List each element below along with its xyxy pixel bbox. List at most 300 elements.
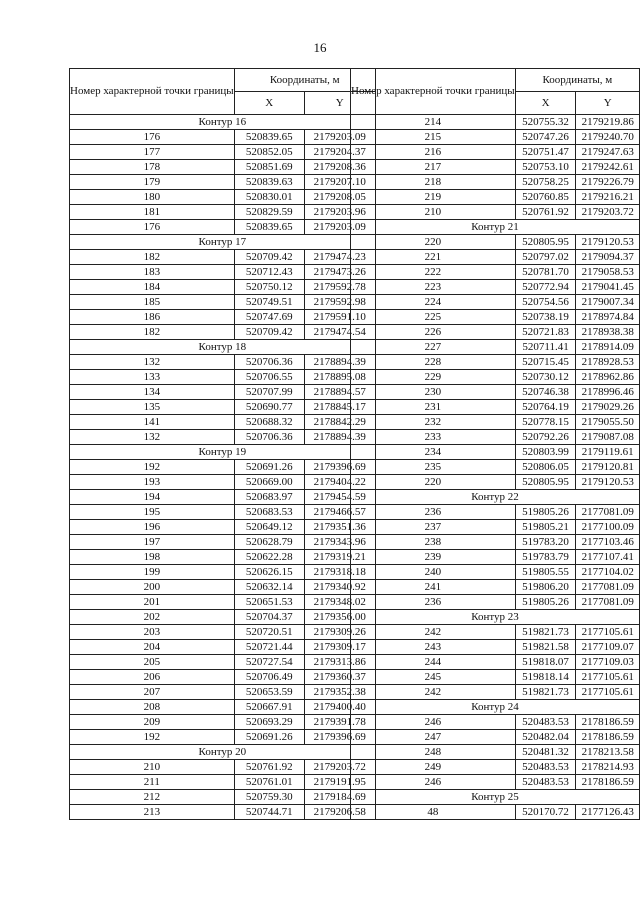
table-row [70, 325, 376, 340]
y-cell: 2177109.07 [576, 640, 640, 655]
point-number-cell: 202 [70, 610, 235, 625]
section-row [351, 490, 640, 505]
x-cell: 520709.42 [234, 250, 304, 265]
point-number-cell: 242 [351, 685, 516, 700]
point-number-cell: 213 [70, 805, 235, 820]
x-cell: 520649.12 [234, 520, 304, 535]
y-cell: 2177100.09 [576, 520, 640, 535]
y-cell: 2179120.53 [576, 475, 640, 490]
x-cell: 520749.51 [234, 295, 304, 310]
table-row [351, 160, 640, 175]
y-cell: 2179318.18 [304, 565, 375, 580]
y-cell: 2179454.59 [304, 490, 375, 505]
x-cell: 520720.51 [234, 625, 304, 640]
y-cell: 2179319.21 [304, 550, 375, 565]
point-number-cell: 198 [70, 550, 235, 565]
table-row [70, 355, 376, 370]
x-cell: 520852.05 [234, 145, 304, 160]
table-row [70, 220, 376, 235]
section-title: Контур 22 [351, 490, 640, 505]
y-cell: 2179055.50 [576, 415, 640, 430]
point-number-cell: 141 [70, 415, 235, 430]
table-row [70, 655, 376, 670]
table-row [70, 550, 376, 565]
table-row [70, 385, 376, 400]
y-cell: 2179400.40 [304, 700, 375, 715]
point-number-cell: 132 [70, 355, 235, 370]
point-number-cell: 181 [70, 205, 235, 220]
header-coordinates: Координаты, м [234, 69, 375, 92]
x-cell: 520744.71 [234, 805, 304, 820]
x-cell: 520704.37 [234, 610, 304, 625]
y-cell: 2179208.36 [304, 160, 375, 175]
point-number-cell: 48 [351, 805, 516, 820]
point-number-cell: 234 [351, 445, 516, 460]
y-cell: 2179206.58 [304, 805, 375, 820]
point-number-cell: 197 [70, 535, 235, 550]
table-row [70, 535, 376, 550]
y-cell: 2178894.39 [304, 355, 375, 370]
table-row [351, 325, 640, 340]
y-cell: 2179396.69 [304, 460, 375, 475]
table-row [351, 670, 640, 685]
x-cell: 520706.49 [234, 670, 304, 685]
y-cell: 2177081.09 [576, 595, 640, 610]
section-row [70, 745, 376, 760]
table-row [70, 760, 376, 775]
section-title: Контур 19 [70, 445, 376, 460]
x-cell: 520482.04 [515, 730, 576, 745]
section-row [351, 220, 640, 235]
y-cell: 2178974.84 [576, 310, 640, 325]
x-cell: 520626.15 [234, 565, 304, 580]
point-number-cell: 209 [70, 715, 235, 730]
x-cell: 520772.94 [515, 280, 576, 295]
table-row [351, 655, 640, 670]
x-cell: 520792.26 [515, 430, 576, 445]
point-number-cell: 196 [70, 520, 235, 535]
point-number-cell: 223 [351, 280, 516, 295]
x-cell: 520839.65 [234, 130, 304, 145]
table-row [70, 265, 376, 280]
y-cell: 2179360.37 [304, 670, 375, 685]
section-row [351, 790, 640, 805]
y-cell: 2177104.02 [576, 565, 640, 580]
table-row [70, 160, 376, 175]
table-row [351, 355, 640, 370]
x-cell: 519805.55 [515, 565, 576, 580]
table-row [70, 370, 376, 385]
table-row [70, 145, 376, 160]
table-row [351, 595, 640, 610]
y-cell: 2178914.09 [576, 340, 640, 355]
y-cell: 2179207.10 [304, 175, 375, 190]
table-row [351, 190, 640, 205]
header-y: Y [576, 92, 640, 115]
page-number: 16 [313, 40, 327, 55]
x-cell: 520711.41 [515, 340, 576, 355]
y-cell: 2179203.09 [304, 130, 375, 145]
section-title: Контур 24 [351, 700, 640, 715]
y-cell: 2179041.45 [576, 280, 640, 295]
point-number-cell: 215 [351, 130, 516, 145]
x-cell: 520829.59 [234, 205, 304, 220]
y-cell: 2179219.86 [576, 115, 640, 130]
y-cell: 2179474.23 [304, 250, 375, 265]
y-cell: 2179340.92 [304, 580, 375, 595]
y-cell: 2179356.00 [304, 610, 375, 625]
point-number-cell: 194 [70, 490, 235, 505]
x-cell: 520778.15 [515, 415, 576, 430]
y-cell: 2179348.02 [304, 595, 375, 610]
table-row [351, 460, 640, 475]
y-cell: 2179592.78 [304, 280, 375, 295]
point-number-cell: 182 [70, 250, 235, 265]
point-number-cell: 231 [351, 400, 516, 415]
y-cell: 2179352.38 [304, 685, 375, 700]
section-title: Контур 18 [70, 340, 376, 355]
table-row [70, 400, 376, 415]
y-cell: 2179466.57 [304, 505, 375, 520]
section-title: Контур 23 [351, 610, 640, 625]
y-cell: 2178845.17 [304, 400, 375, 415]
x-cell: 520707.99 [234, 385, 304, 400]
point-number-cell: 240 [351, 565, 516, 580]
table-row [351, 760, 640, 775]
table-row [70, 565, 376, 580]
y-cell: 2177109.03 [576, 655, 640, 670]
y-cell: 2179226.79 [576, 175, 640, 190]
y-cell: 2179309.26 [304, 625, 375, 640]
table-row [351, 130, 640, 145]
point-number-cell: 243 [351, 640, 516, 655]
point-number-cell: 180 [70, 190, 235, 205]
table-row [70, 175, 376, 190]
x-cell: 520803.99 [515, 445, 576, 460]
y-cell: 2179203.09 [304, 220, 375, 235]
y-cell: 2178214.93 [576, 760, 640, 775]
table-row [70, 460, 376, 475]
table-row [70, 505, 376, 520]
header-point-number: Номер характерной точки границы [351, 69, 516, 115]
x-cell: 519821.58 [515, 640, 576, 655]
y-cell: 2179473.26 [304, 265, 375, 280]
point-number-cell: 232 [351, 415, 516, 430]
table-row [351, 385, 640, 400]
point-number-cell: 229 [351, 370, 516, 385]
y-cell: 2178186.59 [576, 715, 640, 730]
table-row [351, 295, 640, 310]
y-cell: 2179309.17 [304, 640, 375, 655]
point-number-cell: 207 [70, 685, 235, 700]
table-row [70, 205, 376, 220]
y-cell: 2179396.69 [304, 730, 375, 745]
table-row [351, 775, 640, 790]
point-number-cell: 211 [70, 775, 235, 790]
point-number-cell: 217 [351, 160, 516, 175]
y-cell: 2179474.54 [304, 325, 375, 340]
section-row [351, 610, 640, 625]
y-cell: 2178842.29 [304, 415, 375, 430]
x-cell: 519821.73 [515, 685, 576, 700]
table-row [70, 250, 376, 265]
x-cell: 520758.25 [515, 175, 576, 190]
point-number-cell: 132 [70, 430, 235, 445]
x-cell: 520839.65 [234, 220, 304, 235]
point-number-cell: 201 [70, 595, 235, 610]
y-cell: 2177126.43 [576, 805, 640, 820]
y-cell: 2179184.69 [304, 790, 375, 805]
y-cell: 2179313.86 [304, 655, 375, 670]
y-cell: 2179391.78 [304, 715, 375, 730]
x-cell: 520721.44 [234, 640, 304, 655]
point-number-cell: 241 [351, 580, 516, 595]
point-number-cell: 133 [70, 370, 235, 385]
x-cell: 520712.43 [234, 265, 304, 280]
section-title: Контур 21 [351, 220, 640, 235]
x-cell: 520483.53 [515, 760, 576, 775]
point-number-cell: 206 [70, 670, 235, 685]
x-cell: 520706.55 [234, 370, 304, 385]
table-row [70, 430, 376, 445]
point-number-cell: 245 [351, 670, 516, 685]
table-row [70, 130, 376, 145]
point-number-cell: 178 [70, 160, 235, 175]
x-cell: 520653.59 [234, 685, 304, 700]
x-cell: 520747.69 [234, 310, 304, 325]
x-cell: 520693.29 [234, 715, 304, 730]
table-row [70, 415, 376, 430]
header-x: X [515, 92, 576, 115]
point-number-cell: 244 [351, 655, 516, 670]
table-row [351, 640, 640, 655]
x-cell: 520754.56 [515, 295, 576, 310]
x-cell: 520797.02 [515, 250, 576, 265]
point-number-cell: 212 [70, 790, 235, 805]
y-cell: 2177105.61 [576, 625, 640, 640]
y-cell: 2179240.70 [576, 130, 640, 145]
header-coordinates: Координаты, м [515, 69, 639, 92]
section-row [70, 340, 376, 355]
y-cell: 2179094.37 [576, 250, 640, 265]
x-cell: 520622.28 [234, 550, 304, 565]
y-cell: 2177103.46 [576, 535, 640, 550]
x-cell: 519805.26 [515, 505, 576, 520]
table-row [351, 340, 640, 355]
y-cell: 2178928.53 [576, 355, 640, 370]
table-row [70, 280, 376, 295]
table-row [351, 115, 640, 130]
point-number-cell: 214 [351, 115, 516, 130]
coordinates-table-right [350, 68, 640, 820]
x-cell: 520721.83 [515, 325, 576, 340]
point-number-cell: 216 [351, 145, 516, 160]
table-row [351, 550, 640, 565]
y-cell: 2178895.08 [304, 370, 375, 385]
table-row [351, 580, 640, 595]
x-cell: 520632.14 [234, 580, 304, 595]
x-cell: 520706.36 [234, 355, 304, 370]
x-cell: 520170.72 [515, 805, 576, 820]
y-cell: 2178962.86 [576, 370, 640, 385]
x-cell: 519818.14 [515, 670, 576, 685]
header-y: Y [304, 92, 375, 115]
y-cell: 2178996.46 [576, 385, 640, 400]
table-row [70, 715, 376, 730]
y-cell: 2177105.61 [576, 685, 640, 700]
y-cell: 2177105.61 [576, 670, 640, 685]
table-row [351, 280, 640, 295]
x-cell: 519806.20 [515, 580, 576, 595]
table-row [351, 805, 640, 820]
table-row [70, 295, 376, 310]
point-number-cell: 227 [351, 340, 516, 355]
point-number-cell: 203 [70, 625, 235, 640]
point-number-cell: 195 [70, 505, 235, 520]
point-number-cell: 236 [351, 595, 516, 610]
point-number-cell: 247 [351, 730, 516, 745]
x-cell: 520669.00 [234, 475, 304, 490]
table-row [351, 430, 640, 445]
y-cell: 2179203.72 [304, 760, 375, 775]
x-cell: 519783.79 [515, 550, 576, 565]
table-row [351, 205, 640, 220]
point-number-cell: 233 [351, 430, 516, 445]
point-number-cell: 238 [351, 535, 516, 550]
table-row [351, 235, 640, 250]
point-number-cell: 199 [70, 565, 235, 580]
x-cell: 520483.53 [515, 775, 576, 790]
point-number-cell: 226 [351, 325, 516, 340]
y-cell: 2179191.95 [304, 775, 375, 790]
x-cell: 520746.38 [515, 385, 576, 400]
x-cell: 520851.69 [234, 160, 304, 175]
point-number-cell: 176 [70, 130, 235, 145]
point-number-cell: 246 [351, 715, 516, 730]
point-number-cell: 177 [70, 145, 235, 160]
table-row [351, 445, 640, 460]
point-number-cell: 236 [351, 505, 516, 520]
y-cell: 2179592.98 [304, 295, 375, 310]
table-row [351, 145, 640, 160]
y-cell: 2179007.34 [576, 295, 640, 310]
table-row [70, 595, 376, 610]
point-number-cell: 134 [70, 385, 235, 400]
table-row [70, 730, 376, 745]
point-number-cell: 242 [351, 625, 516, 640]
point-number-cell: 239 [351, 550, 516, 565]
x-cell: 520806.05 [515, 460, 576, 475]
section-row [351, 700, 640, 715]
x-cell: 520709.42 [234, 325, 304, 340]
point-number-cell: 218 [351, 175, 516, 190]
point-number-cell: 221 [351, 250, 516, 265]
table-row [351, 415, 640, 430]
table-row [70, 805, 376, 820]
table-row [351, 520, 640, 535]
x-cell: 520759.30 [234, 790, 304, 805]
y-cell: 2179203.96 [304, 205, 375, 220]
table-row [351, 310, 640, 325]
table-row [70, 520, 376, 535]
x-cell: 520830.01 [234, 190, 304, 205]
y-cell: 2179216.21 [576, 190, 640, 205]
y-cell: 2177081.09 [576, 505, 640, 520]
point-number-cell: 192 [70, 730, 235, 745]
y-cell: 2178186.59 [576, 730, 640, 745]
table-row [351, 745, 640, 760]
y-cell: 2179119.61 [576, 445, 640, 460]
y-cell: 2179591.10 [304, 310, 375, 325]
table-row [351, 175, 640, 190]
x-cell: 519818.07 [515, 655, 576, 670]
x-cell: 520760.85 [515, 190, 576, 205]
table-row [70, 625, 376, 640]
x-cell: 520751.47 [515, 145, 576, 160]
table-row [351, 730, 640, 745]
table-row [70, 775, 376, 790]
x-cell: 520805.95 [515, 475, 576, 490]
x-cell: 520750.12 [234, 280, 304, 295]
table-row [351, 505, 640, 520]
section-row [70, 115, 376, 130]
x-cell: 520761.92 [515, 205, 576, 220]
section-title: Контур 25 [351, 790, 640, 805]
table-row [70, 670, 376, 685]
y-cell: 2179247.63 [576, 145, 640, 160]
point-number-cell: 186 [70, 310, 235, 325]
x-cell: 519805.26 [515, 595, 576, 610]
point-number-cell: 176 [70, 220, 235, 235]
section-title: Контур 20 [70, 745, 376, 760]
point-number-cell: 220 [351, 475, 516, 490]
table-row [70, 610, 376, 625]
table-row [70, 685, 376, 700]
x-cell: 520805.95 [515, 235, 576, 250]
x-cell: 520755.32 [515, 115, 576, 130]
table-row [351, 535, 640, 550]
x-cell: 520761.01 [234, 775, 304, 790]
y-cell: 2179087.08 [576, 430, 640, 445]
point-number-cell: 193 [70, 475, 235, 490]
x-cell: 520730.12 [515, 370, 576, 385]
table-row [351, 715, 640, 730]
point-number-cell: 224 [351, 295, 516, 310]
y-cell: 2177107.41 [576, 550, 640, 565]
point-number-cell: 192 [70, 460, 235, 475]
x-cell: 520483.53 [515, 715, 576, 730]
point-number-cell: 185 [70, 295, 235, 310]
section-row [70, 445, 376, 460]
table-row [351, 250, 640, 265]
point-number-cell: 246 [351, 775, 516, 790]
point-number-cell: 184 [70, 280, 235, 295]
y-cell: 2179208.05 [304, 190, 375, 205]
table-row [351, 370, 640, 385]
point-number-cell: 248 [351, 745, 516, 760]
point-number-cell: 210 [70, 760, 235, 775]
point-number-cell: 200 [70, 580, 235, 595]
x-cell: 520761.92 [234, 760, 304, 775]
y-cell: 2179203.72 [576, 205, 640, 220]
x-cell: 520691.26 [234, 730, 304, 745]
table-row [70, 310, 376, 325]
table-row [70, 490, 376, 505]
point-number-cell: 220 [351, 235, 516, 250]
table-row [351, 565, 640, 580]
coordinates-table-left [69, 68, 376, 820]
point-number-cell: 210 [351, 205, 516, 220]
